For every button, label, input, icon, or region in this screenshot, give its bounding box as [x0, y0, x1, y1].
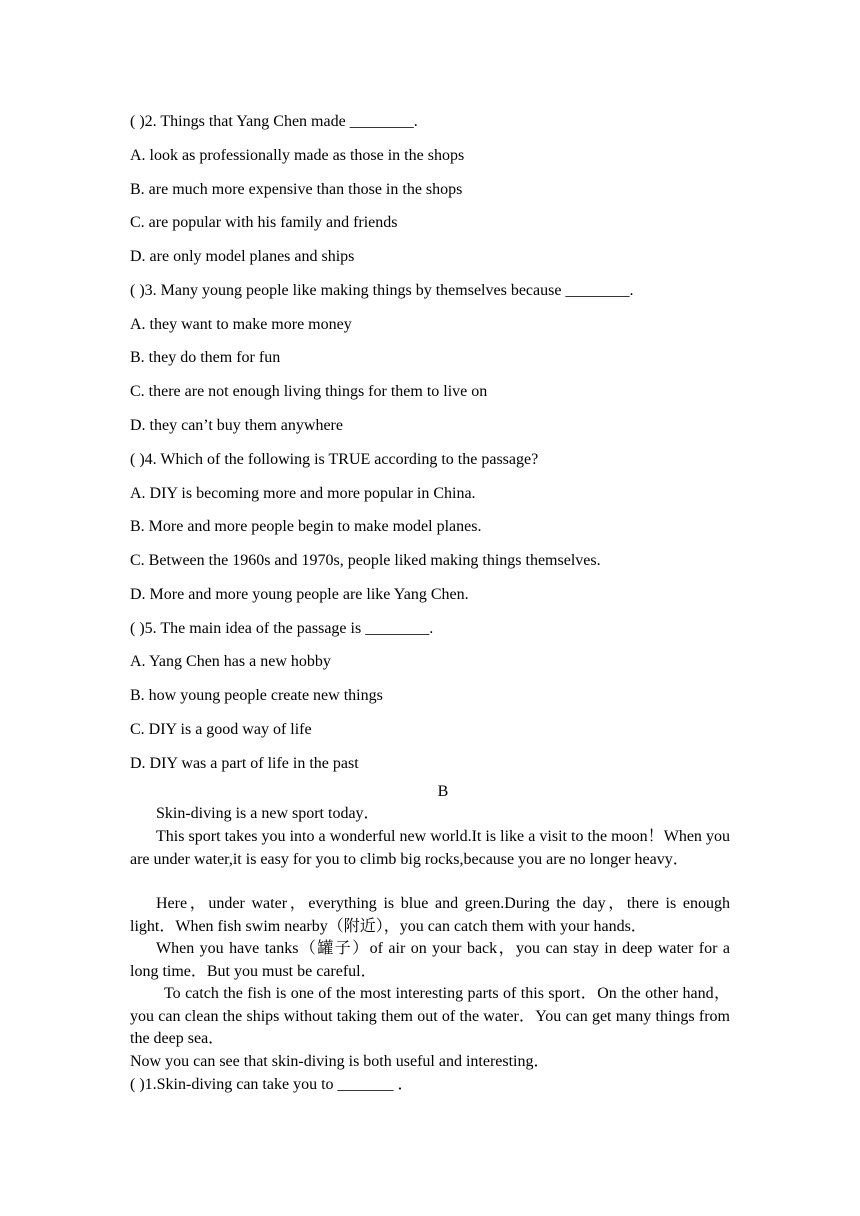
question-5-stem: ( )5. The main idea of the passage is ________.	[130, 620, 434, 637]
question-5-option-d: D. DIY was a part of life in the past	[130, 755, 359, 772]
question-2-option-a: A. look as professionally made as those in the shops	[130, 147, 465, 164]
question-2-option-c: C. are popular with his family and friends	[130, 214, 398, 231]
question-3-option-d: D. they can’t buy them anywhere	[130, 417, 343, 434]
question-4-option-d: D. More and more young people are like Yang Chen.	[130, 586, 469, 603]
question-3-option-b: B. they do them for fun	[130, 349, 281, 366]
passage-paragraph-2: This sport takes you into a wonderful new world.It is like a visit to the moon！When you are under water,it is easy for you to climb big rocks,because you are no longer heavy．	[130, 828, 730, 868]
passage-paragraph-3: Here，under water，everything is blue and green.During the day，there is enough light．When fish swim nearby（附近），you can catch them with your hands．	[130, 895, 730, 935]
question-3-option-c: C. there are not enough living things for them to live on	[130, 383, 488, 400]
question-2-option-d: D. are only model planes and ships	[130, 248, 355, 265]
question-4-option-a: A. DIY is becoming more and more popular in China.	[130, 485, 476, 502]
question-5-option-a: A. Yang Chen has a new hobby	[130, 653, 331, 670]
question-4-stem: ( )4. Which of the following is TRUE according to the passage?	[130, 451, 539, 468]
question-3-stem: ( )3. Many young people like making things by themselves because ________.	[130, 282, 634, 299]
passage-paragraph-1: Skin-diving is a new sport today．	[156, 805, 380, 822]
question-2-stem: ( )2. Things that Yang Chen made ________.	[130, 113, 418, 130]
question-4-option-c: C. Between the 1960s and 1970s, people liked making things themselves.	[130, 552, 601, 569]
section-b-question-1-stem: ( )1.Skin-diving can take you to _______ ．	[130, 1076, 414, 1093]
section-b-heading: B	[437, 783, 449, 800]
question-4-option-b: B. More and more people begin to make model planes.	[130, 518, 482, 535]
question-5-option-b: B. how young people create new things	[130, 687, 383, 704]
question-3-option-a: A. they want to make more money	[130, 316, 352, 333]
passage-paragraph-4: When you have tanks（罐子）of air on your back，you can stay in deep water for a long time．But you must be careful．	[130, 940, 730, 980]
passage-paragraph-6: Now you can see that skin-diving is both useful and interesting．	[130, 1053, 550, 1070]
passage-paragraph-5: To catch the fish is one of the most interesting parts of this sport．On the other hand， you can clean the ships without taking them out of the water．You can get many things from the deep sea．	[130, 985, 730, 1047]
question-5-option-c: C. DIY is a good way of life	[130, 721, 312, 738]
question-2-option-b: B. are much more expensive than those in the shops	[130, 181, 463, 198]
